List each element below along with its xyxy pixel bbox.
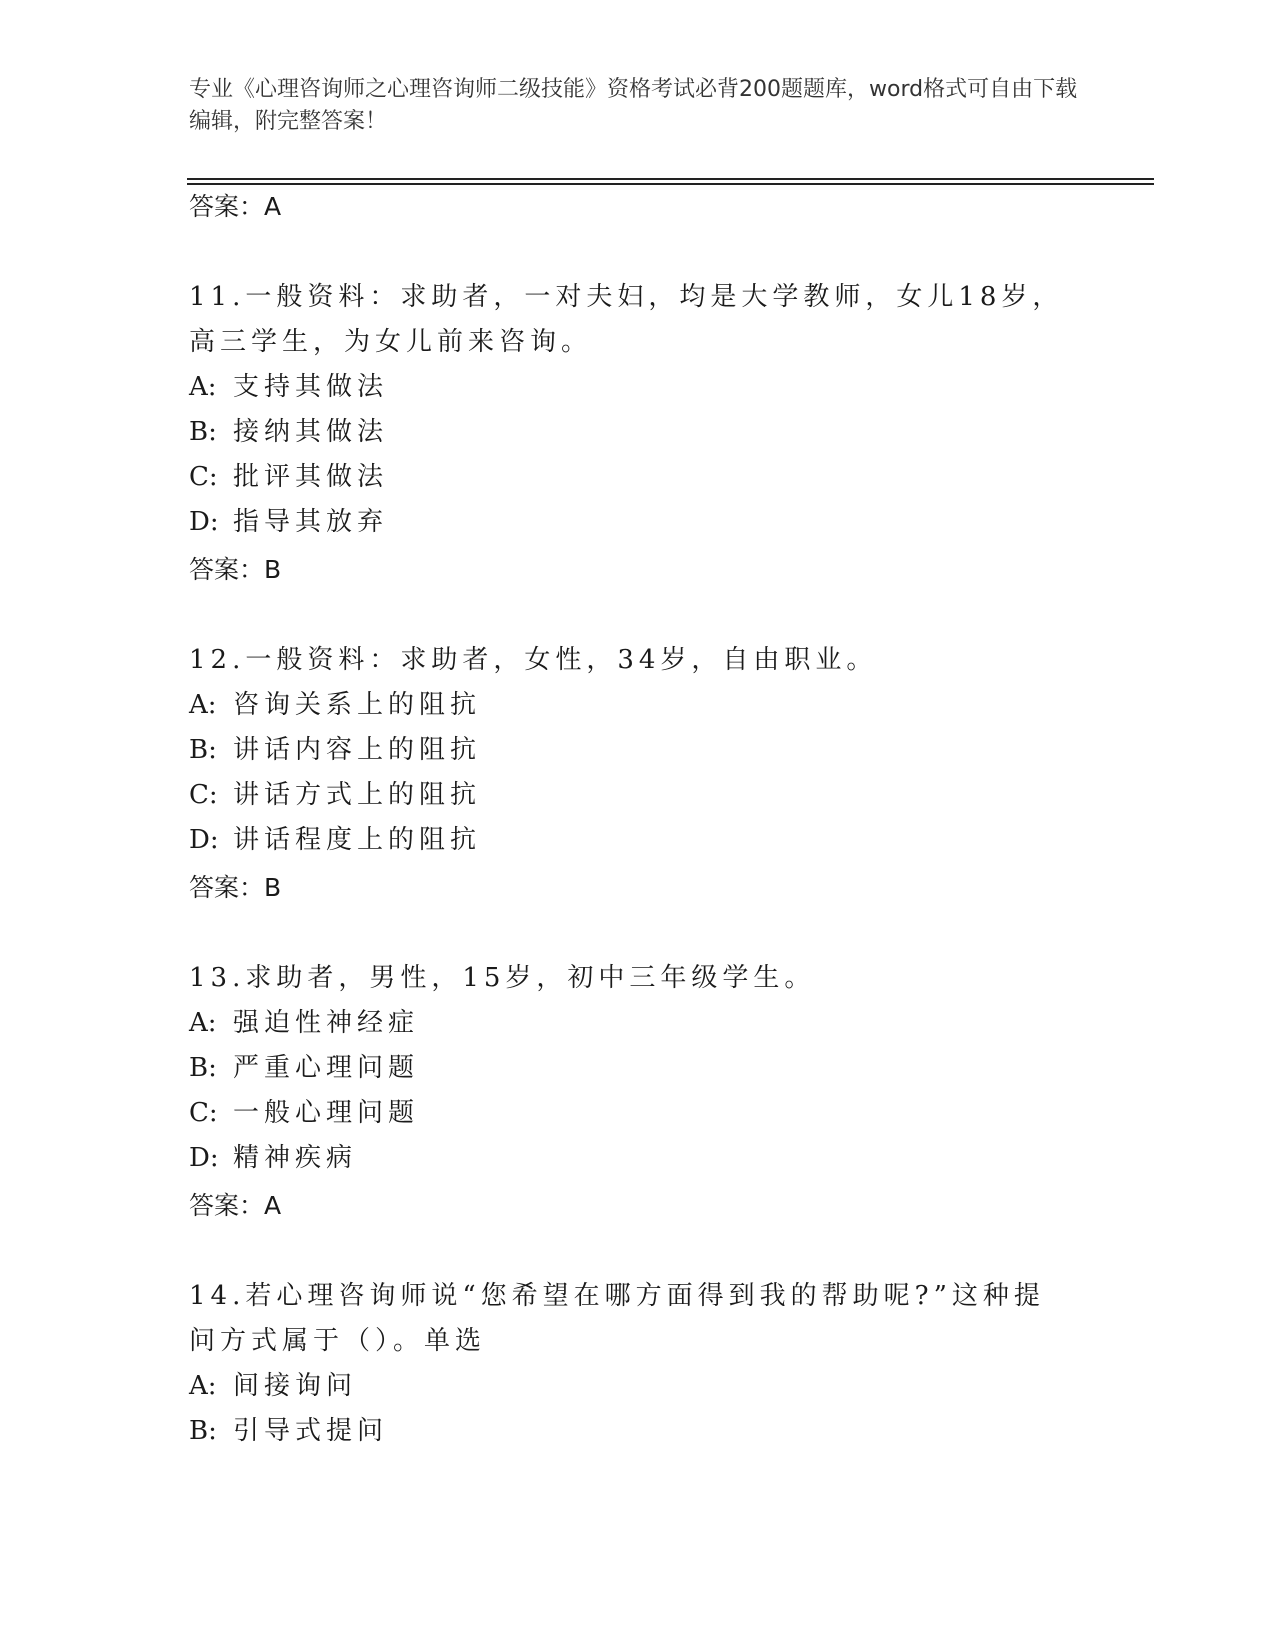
option-item <box>189 365 1069 410</box>
option-text: 支持其做法 <box>233 372 389 402</box>
option-item <box>189 410 1069 455</box>
answer-prefix: 答案： <box>189 873 265 902</box>
option-item <box>189 1409 1069 1454</box>
option-label: B: <box>189 417 217 447</box>
answer-value: A <box>264 1191 282 1220</box>
option-text: 接纳其做法 <box>233 417 389 447</box>
option-text: 严重心理问题 <box>233 1053 420 1083</box>
option-text: 讲话内容上的阻抗 <box>233 735 482 765</box>
answer-value: A <box>264 192 282 221</box>
question-item <box>189 638 1069 905</box>
option-label: A: <box>189 1371 217 1401</box>
option-text: 指导其放弃 <box>233 507 389 537</box>
option-label: B: <box>189 1053 217 1083</box>
question-item <box>189 1274 1069 1454</box>
option-label: B: <box>189 1416 217 1446</box>
answer-value: B <box>264 873 282 902</box>
option-item <box>189 818 1069 863</box>
answer-prefix: 答案： <box>189 555 265 584</box>
option-text: 讲话方式上的阻抗 <box>233 780 482 810</box>
option-text: 精神疾病 <box>233 1143 358 1173</box>
header-rule-top <box>187 178 1154 180</box>
option-label: A: <box>189 690 217 720</box>
option-text: 咨询关系上的阻抗 <box>233 690 482 720</box>
question-stem: 14.若心理咨询师说“您希望在哪方面得到我的帮助呢?”这种提问方式属于（）。单选 <box>189 1281 1045 1356</box>
header-intro-text: 专业《心理咨询师之心理咨询师二级技能》资格考试必背200题题库，word格式可自由下载编辑，附完整答案！ <box>189 77 1078 134</box>
option-item <box>189 455 1069 500</box>
option-item <box>189 500 1069 545</box>
option-label: D: <box>189 507 219 537</box>
option-item <box>189 1364 1069 1409</box>
question-item <box>189 956 1069 1223</box>
question-stem: 11.一般资料：求助者，一对夫妇，均是大学教师，女儿18岁，高三学生，为女儿前来咨询。 <box>189 282 1064 357</box>
option-item <box>189 683 1069 728</box>
option-text: 强迫性神经症 <box>233 1008 420 1038</box>
option-label: C: <box>189 462 218 492</box>
answer-line <box>189 190 1069 224</box>
option-text: 批评其做法 <box>233 462 389 492</box>
option-text: 间接询问 <box>233 1371 358 1401</box>
option-item <box>189 728 1069 773</box>
option-label: D: <box>189 1143 219 1173</box>
option-label: C: <box>189 1098 218 1128</box>
answer-line <box>189 1189 1069 1223</box>
questions-container <box>189 275 1069 1454</box>
option-label: A: <box>189 372 217 402</box>
answer-prefix: 答案： <box>189 192 265 221</box>
option-item <box>189 1091 1069 1136</box>
answer-value: B <box>264 555 282 584</box>
option-item <box>189 1046 1069 1091</box>
option-item <box>189 1001 1069 1046</box>
option-text: 引导式提问 <box>233 1416 389 1446</box>
question-item <box>189 275 1069 587</box>
question-stem: 12.一般资料：求助者，女性，34岁，自由职业。 <box>189 645 878 675</box>
answer-line <box>189 871 1069 905</box>
option-text: 讲话程度上的阻抗 <box>233 825 482 855</box>
option-item <box>189 1136 1069 1181</box>
option-label: A: <box>189 1008 217 1038</box>
answer-line <box>189 553 1069 587</box>
option-label: C: <box>189 780 218 810</box>
option-label: B: <box>189 735 217 765</box>
option-text: 一般心理问题 <box>233 1098 420 1128</box>
question-stem: 13.求助者，男性，15岁，初中三年级学生。 <box>189 963 816 993</box>
option-label: D: <box>189 825 219 855</box>
header-rule-bottom <box>187 183 1154 185</box>
answer-prefix: 答案： <box>189 1191 265 1220</box>
question-list <box>189 190 1069 1454</box>
document-header <box>189 74 1089 138</box>
option-item <box>189 773 1069 818</box>
